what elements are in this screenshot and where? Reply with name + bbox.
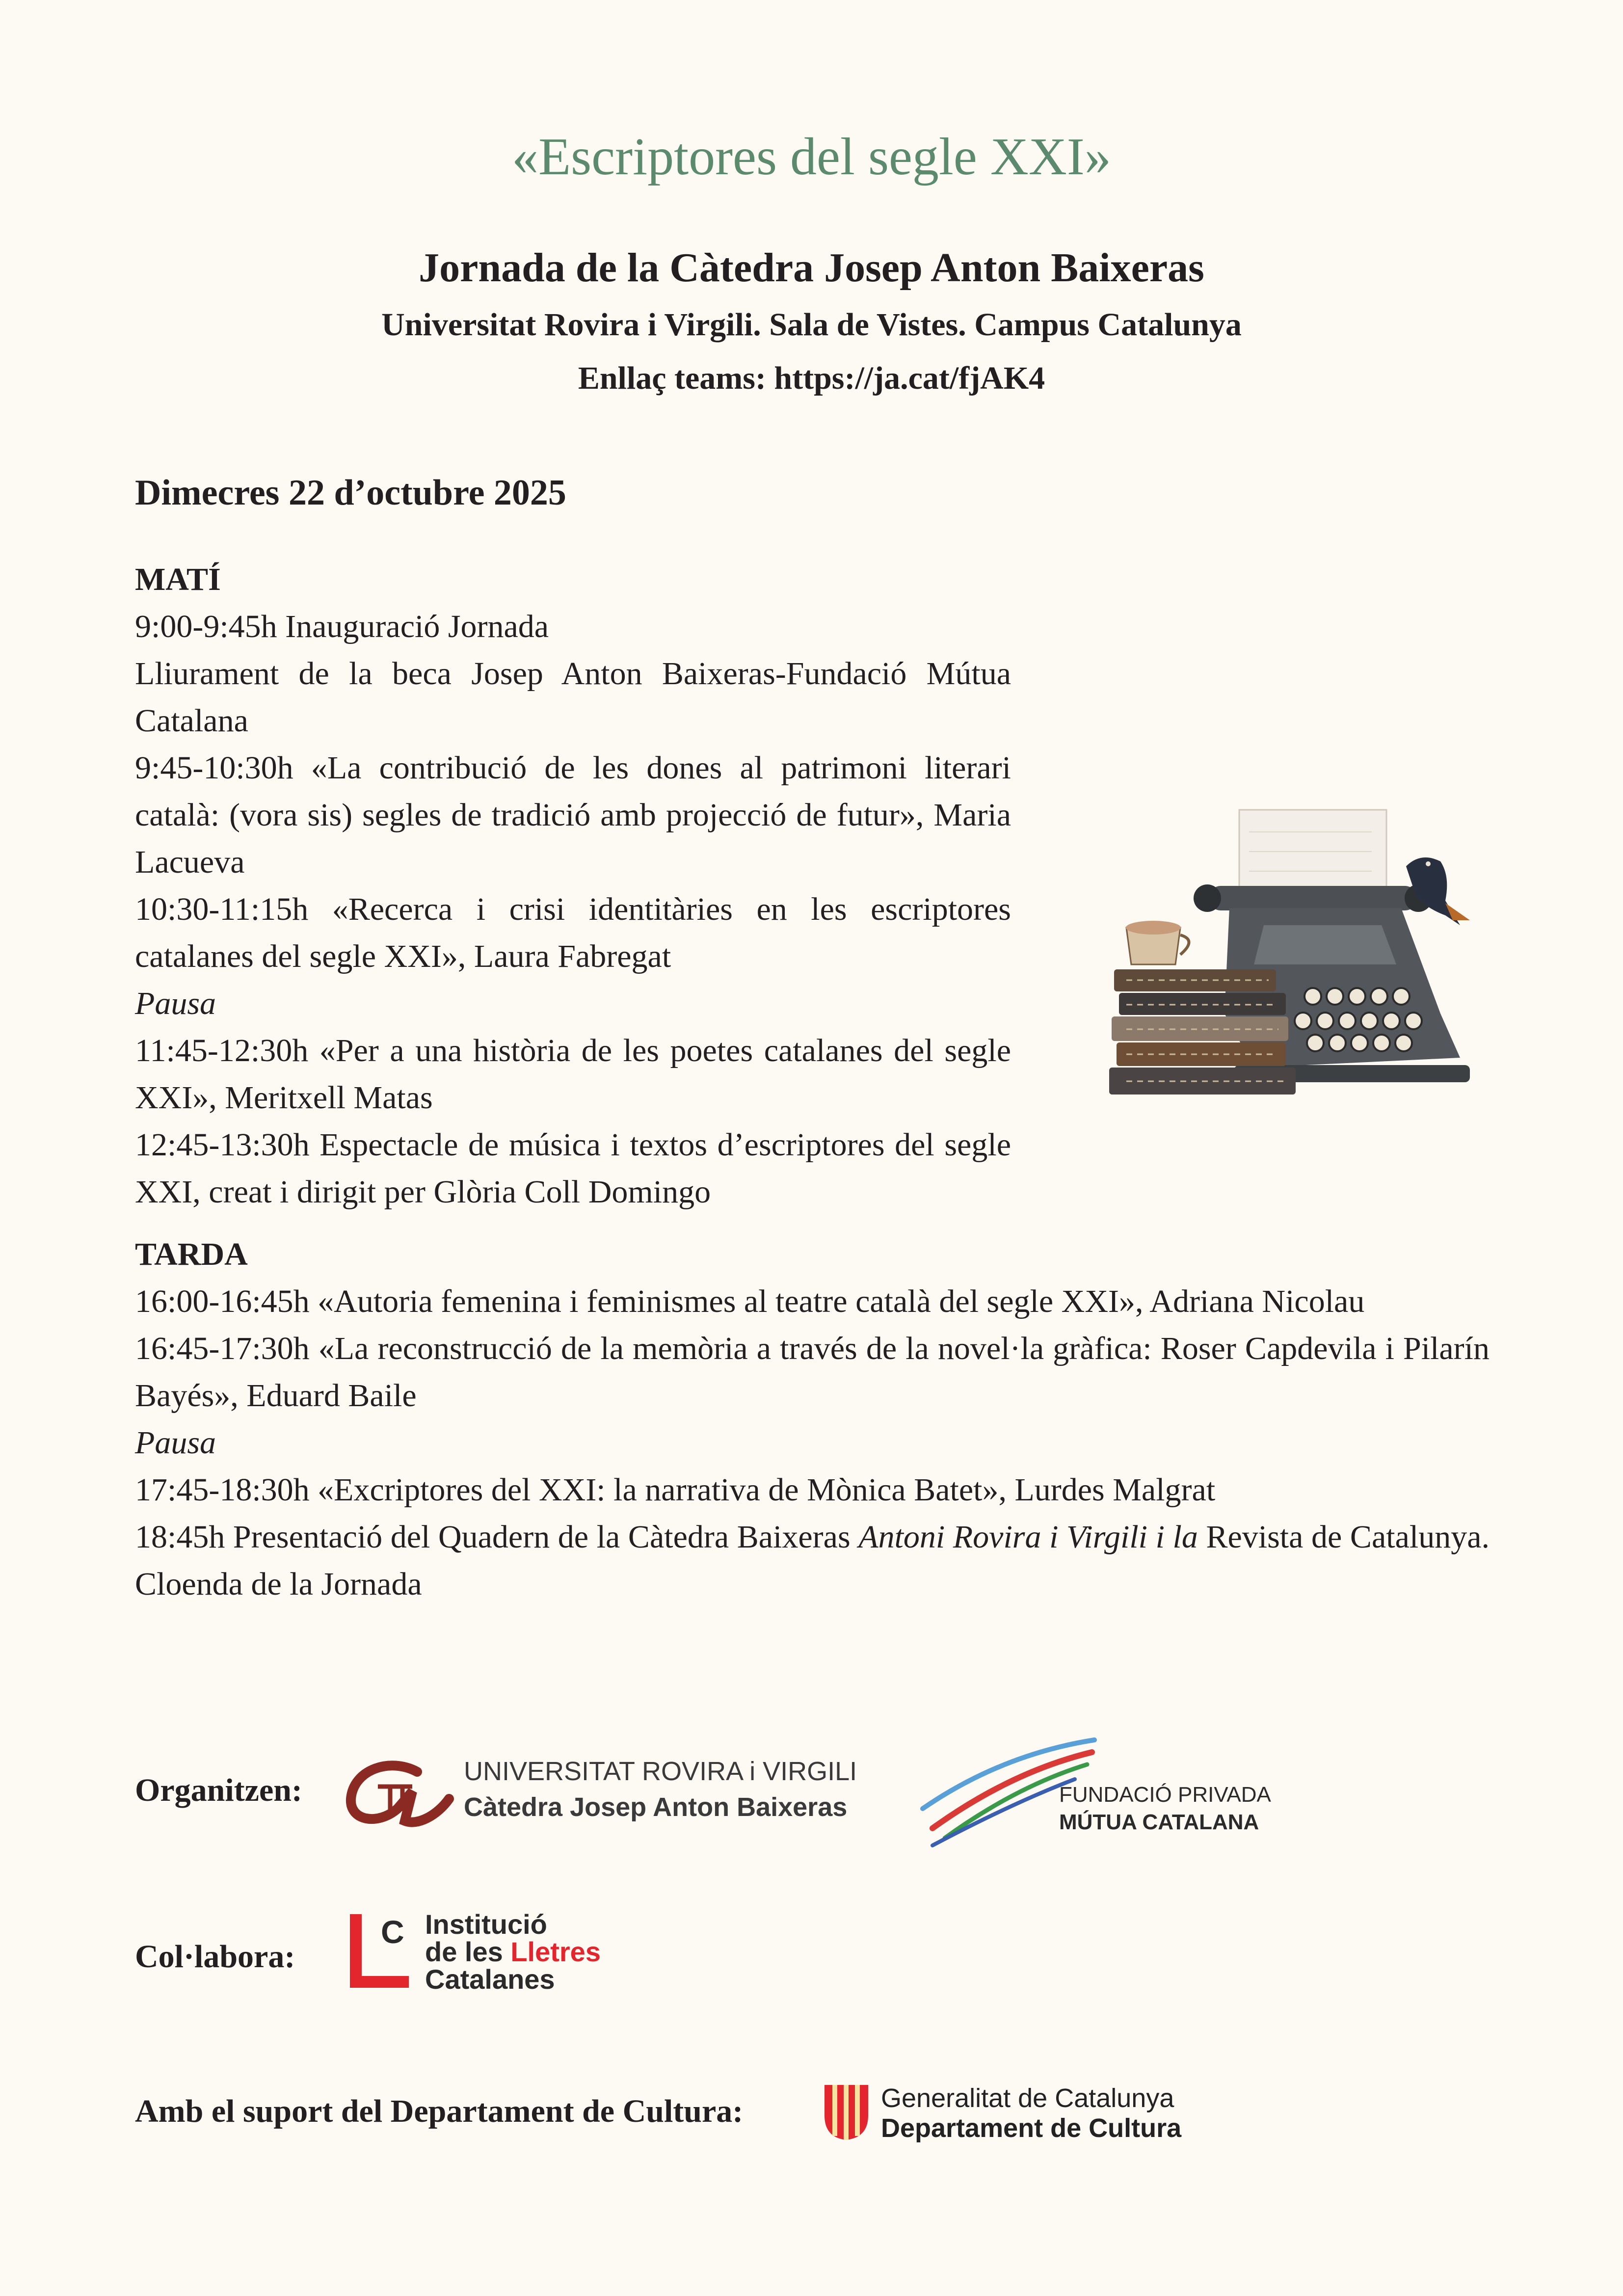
- program-item: 17:45-18:30h «Excriptores del XXI: la narrativa de Mònica Batet», Lurdes Malgrat: [135, 1472, 1216, 1508]
- urv-name: UNIVERSITAT ROVIRA i VIRGILI: [464, 1757, 857, 1786]
- afternoon-program: [135, 1278, 1490, 1608]
- mutua-catalana-line2: MÚTUA CATALANA: [1059, 1810, 1259, 1834]
- typewriter-with-books-illustration: [1107, 802, 1480, 1107]
- program-item: 12:45-13:30h Espectacle de música i textos d’escriptores del segle XXI, creat i dirigit per Glòria Coll Domingo: [135, 1127, 1011, 1210]
- ilc-logo-icon: [347, 1912, 411, 1990]
- svg-text:C: C: [381, 1914, 404, 1950]
- support-label: Amb el suport del Departament de Cultura:: [135, 2093, 744, 2129]
- morning-heading: MATÍ: [135, 561, 221, 597]
- program-pause: Pausa: [135, 986, 216, 1021]
- event-venue: Universitat Rovira i Virgili. Sala de Vistes. Campus Catalunya: [381, 307, 1242, 343]
- department-name: Departament de Cultura: [881, 2113, 1182, 2143]
- event-subtitle: Jornada de la Càtedra Josep Anton Baixeras: [419, 245, 1204, 291]
- urv-chair: Càtedra Josep Anton Baixeras: [464, 1792, 848, 1822]
- event-date: Dimecres 22 d’octubre 2025: [135, 473, 566, 513]
- program-item: 16:00-16:45h «Autoria femenina i feminismes al teatre català del segle XXI», Adriana Nicolau: [135, 1283, 1365, 1319]
- ilc-line1: Institució: [425, 1909, 547, 1940]
- urv-logo-icon: [344, 1752, 456, 1831]
- ilc-line3: Catalanes: [425, 1964, 555, 1995]
- organizers-label: Organitzen:: [135, 1772, 302, 1808]
- program-item: 9:45-10:30h «La contribució de les dones al patrimoni literari català: (vora sis) segles de tradició amb projecció de futur», Maria Lacueva: [135, 750, 1011, 880]
- afternoon-heading: TARDA: [135, 1236, 248, 1272]
- program-item: 11:45-12:30h «Per a una història de les poetes catalanes del segle XXI», Meritxell Matas: [135, 1033, 1011, 1116]
- program-pause: Pausa: [135, 1425, 216, 1461]
- program-item: 16:45-17:30h «La reconstrucció de la memòria a través de la novel·la gràfica: Roser Capdevila i Pilarín Bayés», Eduard Baile: [135, 1331, 1490, 1414]
- collaborator-label: Col·labora:: [135, 1939, 295, 1975]
- program-item: 10:30-11:15h «Recerca i crisi identitàries en les escriptores catalanes del segle XXI», Laura Fabregat: [135, 891, 1011, 974]
- event-title: «Escriptores del segle XXI»: [512, 128, 1111, 186]
- generalitat-name: Generalitat de Catalunya: [881, 2083, 1174, 2113]
- morning-program: [135, 603, 1011, 1216]
- program-item-closing: 18:45h Presentació del Quadern de la Càtedra Baixeras Antoni Rovira i Virgili i la Revista de Catalunya. Cloenda de la Jornada: [135, 1519, 1490, 1602]
- ilc-line2: de les Lletres: [425, 1936, 601, 1967]
- program-item: 9:00-9:45h Inauguració Jornada: [135, 609, 549, 644]
- generalitat-logo-icon: [821, 2081, 872, 2142]
- program-item: Lliurament de la beca Josep Anton Baixeras-Fundació Mútua Catalana: [135, 656, 1011, 739]
- mutua-catalana-line1: FUNDACIÓ PRIVADA: [1059, 1783, 1271, 1807]
- event-link[interactable]: Enllaç teams: https://ja.cat/fjAK4: [578, 360, 1045, 396]
